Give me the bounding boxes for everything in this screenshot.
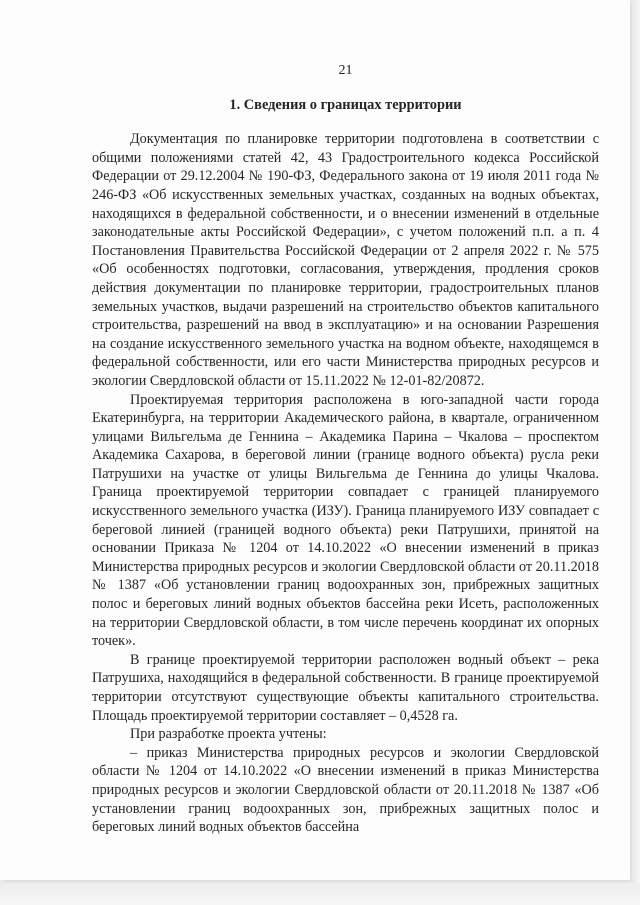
paragraph-water-object: В границе проектируемой территории расположен водный объект – река Патрушиха, находящийся в федеральной собственности. В границе проектируемой территории отсутствуют существующие объекты капитального строительства. Площадь проектируемой территории составляет – 0,4528 га. — [92, 651, 599, 724]
scan-edge-bottom — [0, 883, 640, 905]
section-heading: 1. Сведения о границах территории — [229, 96, 462, 113]
paragraph-territory-location: Проектируемая территория расположена в юго-западной части города Екатеринбурга, на территории Академического района, в квартале, ограниченном улицами Вильгельма де Геннина – Академика Парина – Чкалова – проспектом Академика Сахарова, в береговой линии (границе водного объекта) русла реки Патрушихи на участке от улицы Вильгельма де Геннина до улицы Чкалова. Граница проектируемой территории совпадает с границей планируемого искусственного земельного участка (ИЗУ). Граница планируемого ИЗУ совпадает с береговой линией (границей водного объекта) реки Патрушихи, принятой на основании Приказа № 1204 от 14.10.2022 «О внесении изменений в приказ Министерства природных ресурсов и экологии Свердловской области от 20.11.2018 № 1387 «Об установлении границ водоохранных зон, прибрежных защитных полос и береговых линий водных объектов бассейна реки Исеть, расположенных на территории Свердловской области, в том числе перечень координат их опорных точек». — [92, 391, 599, 650]
paragraph-considered-intro: При разработке проекта учтены: — [130, 726, 327, 743]
scan-edge-right — [632, 0, 640, 905]
page-number: 21 — [338, 63, 353, 78]
paragraph-order-item: – приказ Министерства природных ресурсов и экологии Свердловской области № 1204 от 14.10.2022 «О внесении изменений в приказ Министерства природных ресурсов и экологии Свердловской области от 20.11.2018 № 1387 «Об установлении границ водоохранных зон, прибрежных защитных полос и береговых линий водных объектов бассейна — [92, 744, 599, 836]
page-content — [92, 62, 599, 837]
paragraph-legal-basis: Документация по планировке территории подготовлена в соответствии с общими положениями статей 42, 43 Градостроительного кодекса Российской Федерации от 29.12.2004 № 190-ФЗ, Федерального закона от 19 июля 2011 года № 246-ФЗ «Об искусственных земельных участках, созданных на водных объектах, находящихся в федеральной собственности, и о внесении изменений в отдельные законодательные акты Российской Федерации», с учетом положений п.п. а п. 4 Постановления Правительства Российской Федерации от 2 апреля 2022 г. № 575 «Об особенностях подготовки, согласования, утверждения, продления сроков действия документации по планировке территории, градостроительных планов земельных участков, выдачи разрешений на строительство объектов капитального строительства, разрешений на ввод в эксплуатацию» и на основании Разрешения на создание искусственного земельного участка на водном объекте, находящемся в федеральной собственности, или его части Министерства природных ресурсов и экологии Свердловской области от 15.11.2022 № 12-01-82/20872. — [92, 131, 599, 389]
